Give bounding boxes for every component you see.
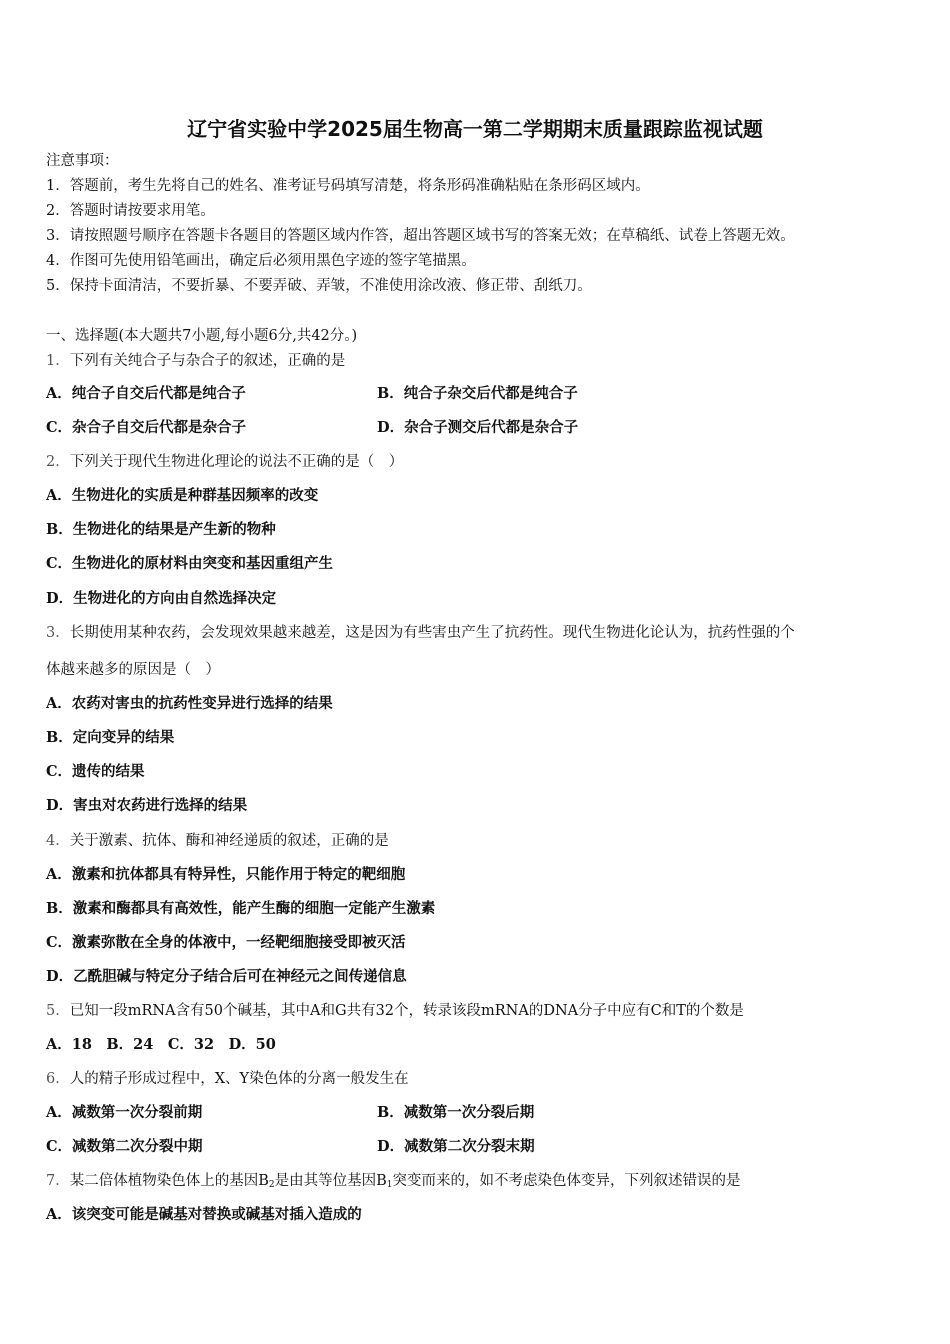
option: B．激素和酶都具有高效性，能产生酶的细胞一定能产生激素 [46, 900, 436, 917]
option: D．生物进化的方向由自然选择决定 [46, 590, 277, 607]
question-5 [46, 1001, 744, 1021]
question-number: 6． [46, 1071, 70, 1087]
question-stem: 下列有关纯合子与杂合子的叙述，正确的是 [69, 353, 346, 369]
note-item: 4．作图可先使用铅笔画出，确定后必须用黑色字迹的签字笔描黑。 [46, 253, 476, 269]
option: A．农药对害虫的抗药性变异进行选择的结果 [46, 695, 333, 712]
option: A．激素和抗体都具有特异性，只能作用于特定的靶细胞 [46, 866, 406, 883]
section-heading: 一、选择题(本大题共7小题,每小题6分,共42分。) [46, 328, 358, 344]
option: D．杂合子测交后代都是杂合子 [377, 419, 579, 436]
question-stem: 突变而来的，如不考虑染色体变异，下列叙述错误的是 [392, 1173, 741, 1189]
question-6 [46, 1069, 409, 1089]
question-number: 5． [46, 1003, 70, 1019]
question-number: 7． [46, 1173, 70, 1189]
question-stem: 是由其等位基因B [274, 1173, 387, 1189]
question-number: 4． [46, 833, 70, 849]
option: C．遗传的结果 [46, 763, 145, 780]
option: B．生物进化的结果是产生新的物种 [46, 521, 276, 538]
question-stem: 长期使用某种农药，会发现效果越来越差，这是因为有些害虫产生了抗药性。现代生物进化论认为，抗药性强的个 [69, 625, 795, 641]
question-2 [46, 452, 403, 472]
question-stem: 关于激素、抗体、酶和神经递质的叙述，正确的是 [69, 833, 389, 849]
subscript: 2 [268, 1180, 275, 1190]
note-item: 5．保持卡面清洁，不要折暴、不要弄破、弄皱，不准使用涂改液、修正带、刮纸刀。 [46, 278, 592, 294]
question-3 [46, 623, 795, 643]
option: C．杂合子自交后代都是杂合子 [46, 419, 247, 436]
subscript: 1 [386, 1180, 393, 1190]
note-item: 3．请按照题号顺序在答题卡各题目的答题区域内作答，超出答题区域书写的答案无效；在草稿纸、试卷上答题无效。 [46, 228, 795, 244]
option: C．减数第二次分裂中期 [46, 1138, 203, 1155]
question-stem: 人的精子形成过程中，X、Y染色体的分离一般发生在 [69, 1071, 409, 1087]
question-number: 1． [46, 353, 70, 369]
option: A．18 B．24 C．32 D．50 [46, 1036, 276, 1053]
option: D．减数第二次分裂末期 [377, 1138, 535, 1155]
question-1 [46, 351, 345, 371]
option: D．害虫对农药进行选择的结果 [46, 797, 248, 814]
question-7 [46, 1171, 741, 1195]
option: A．减数第一次分裂前期 [46, 1104, 203, 1121]
option: A．纯合子自交后代都是纯合子 [46, 385, 246, 402]
option: B．纯合子杂交后代都是纯合子 [377, 385, 578, 402]
option: C．生物进化的原材料由突变和基因重组产生 [46, 555, 334, 572]
question-stem: 下列关于现代生物进化理论的说法不正确的是（ ） [69, 454, 404, 470]
note-item: 2．答题时请按要求用笔。 [46, 203, 215, 219]
question-stem: 已知一段mRNA含有50个碱基，其中A和G共有32个，转录该段mRNA的DNA分子中应有C和T的个数是 [69, 1003, 744, 1019]
option: A．生物进化的实质是种群基因频率的改变 [46, 487, 319, 504]
question-stem: 某二倍体植物染色体上的基因B [69, 1173, 269, 1189]
option: D．乙酰胆碱与特定分子结合后可在神经元之间传递信息 [46, 968, 407, 985]
notes-heading: 注意事项： [46, 153, 119, 169]
question-number: 2． [46, 454, 70, 470]
option: C．激素弥散在全身的体液中，一经靶细胞接受即被灭活 [46, 934, 406, 951]
option: B．减数第一次分裂后期 [377, 1104, 535, 1121]
question-number: 3． [46, 625, 70, 641]
option: A．该突变可能是碱基对替换或碱基对插入造成的 [46, 1206, 362, 1223]
question-4 [46, 831, 389, 851]
option: B．定向变异的结果 [46, 729, 175, 746]
question-stem-continued: 体越来越多的原因是（ ） [46, 662, 220, 678]
note-item: 1．答题前，考生先将自己的姓名、准考证号码填写清楚，将条形码准确粘贴在条形码区域内。 [46, 178, 650, 194]
page-title: 辽宁省实验中学2025届生物高一第二学期期末质量跟踪监视试题 [187, 117, 763, 141]
